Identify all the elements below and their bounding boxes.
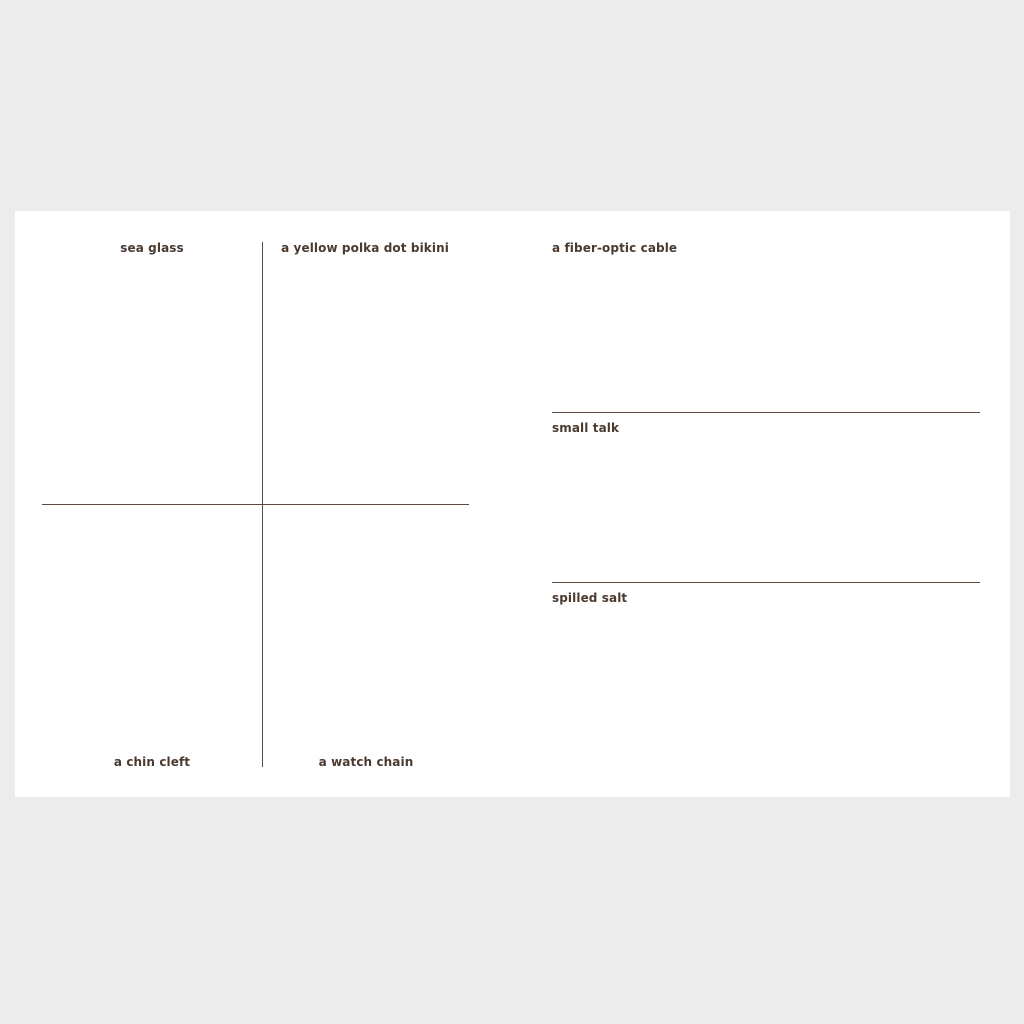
row-divider-1: [552, 412, 980, 413]
quadrant-label-bottom-left: a chin cleft: [113, 755, 191, 769]
horizontal-divider: [42, 504, 469, 505]
row-label-1: a fiber-optic cable: [552, 241, 678, 255]
quadrant-label-top-left: sea glass: [120, 241, 184, 255]
row-label-3: spilled salt: [552, 591, 628, 605]
quadrant-label-bottom-right: a watch chain: [318, 755, 414, 769]
quadrant-label-top-right: a yellow polka dot bikini: [281, 241, 449, 255]
row-label-2: small talk: [552, 421, 620, 435]
row-divider-2: [552, 582, 980, 583]
page-sheet: [15, 211, 1010, 797]
